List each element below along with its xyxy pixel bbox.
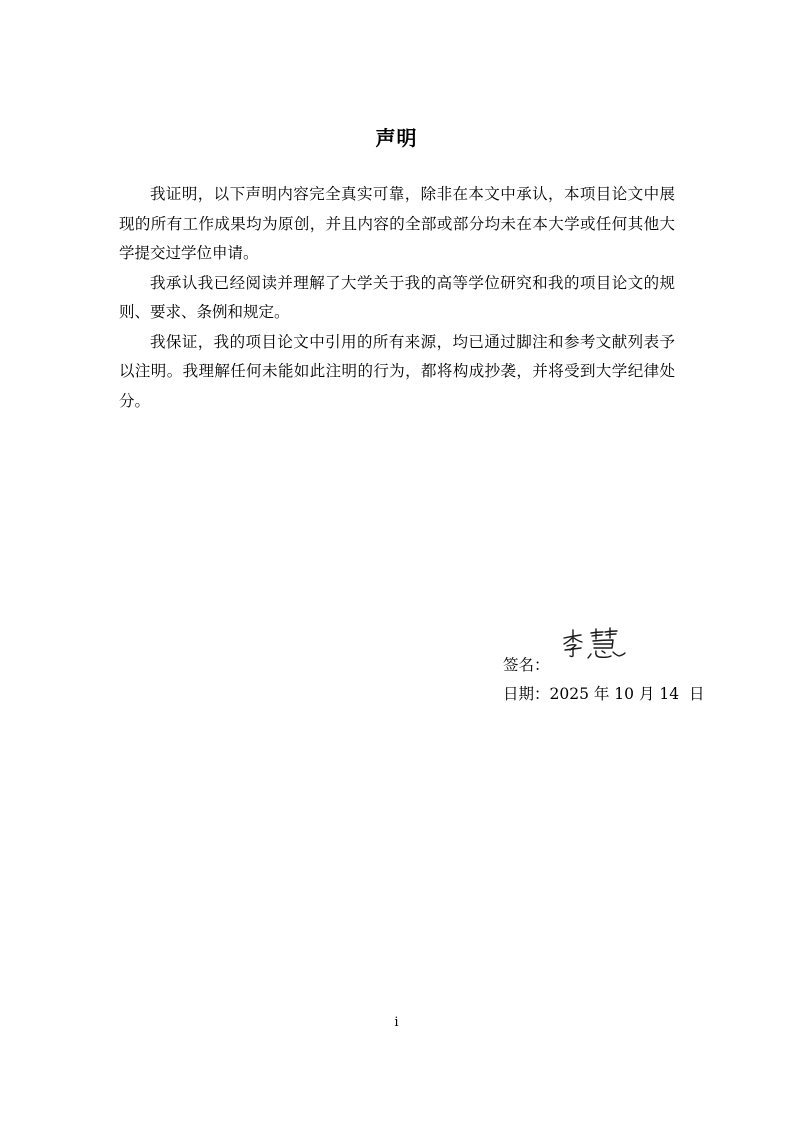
declaration-body [119, 180, 675, 416]
declaration-paragraph-originality: 我证明，以下声明内容完全真实可靠，除非在本文中承认，本项目论文中展现的所有工作成果均为原创，并且内容的全部或部分均未在本大学或任何其他大学提交过学位申请。 [119, 185, 675, 262]
declaration-paragraph-rules: 我承认我已经阅读并理解了大学关于我的高等学位研究和我的项目论文的规则、要求、条例和规定。 [119, 273, 675, 321]
declaration-paragraph-citations: 我保证，我的项目论文中引用的所有来源，均已通过脚注和参考文献列表予以注明。我理解任何未能如此注明的行为，都将构成抄袭，并将受到大学纪律处分。 [119, 332, 675, 410]
signature-block [503, 626, 703, 706]
page-number: i [394, 1015, 399, 1030]
date-line: 日期：2025 年 10 月 14 日 [503, 685, 705, 703]
signature-label: 签名： [503, 656, 550, 674]
handwritten-signature [561, 626, 627, 662]
declaration-title: 声明 [375, 126, 418, 150]
